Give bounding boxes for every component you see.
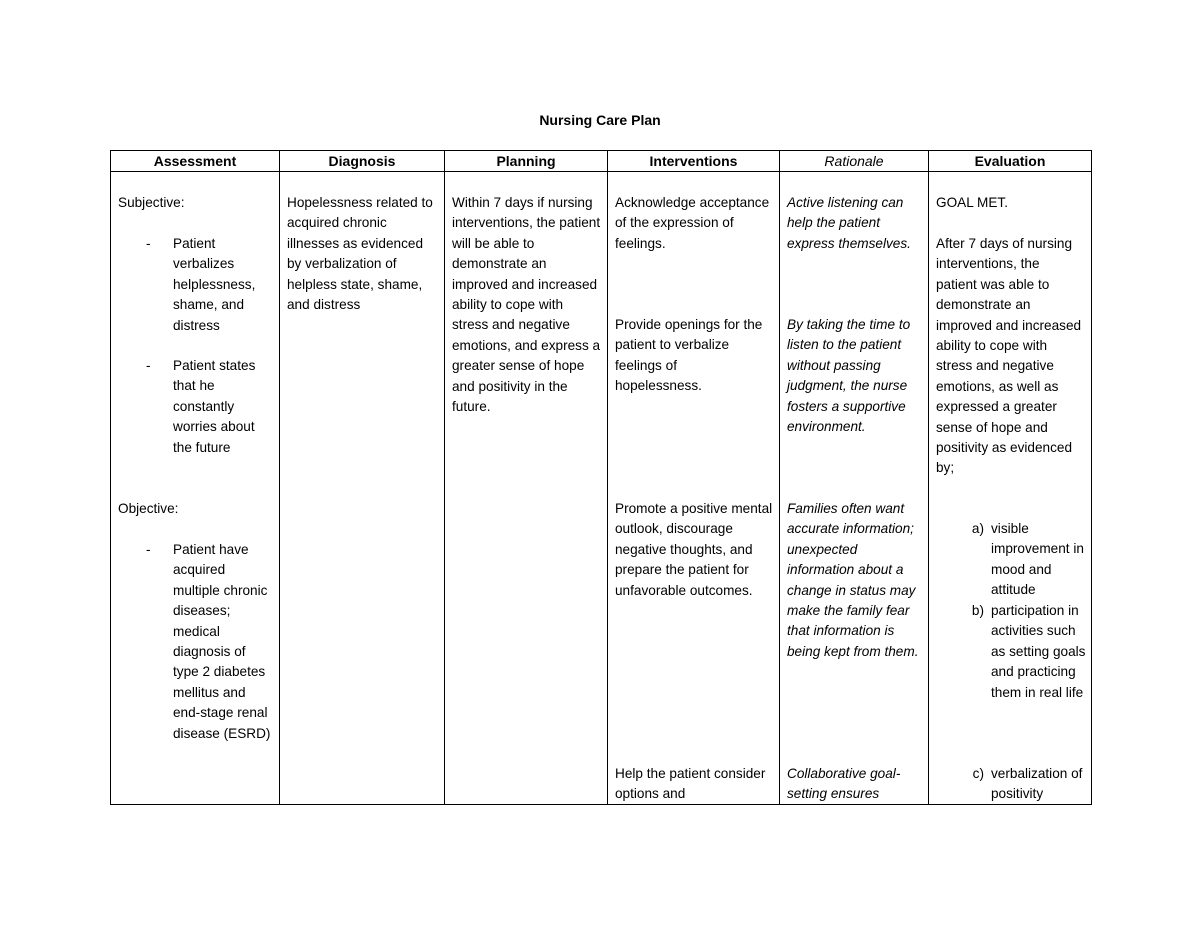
intervention-item: Provide openings for the patient to verbalize feelings of hopelessness.	[615, 317, 763, 394]
subjective-item: Patient verbalizes helplessness, shame, and distress	[173, 236, 256, 333]
subjective-item: Patient states that he constantly worries about the future	[173, 358, 256, 455]
evidence-item: participation in activities such as setting goals and practicing them in real life	[991, 603, 1086, 700]
list-dash: -	[146, 236, 151, 251]
subjective-label: Subjective:	[118, 195, 185, 210]
list-dash: -	[146, 358, 151, 373]
header-diagnosis: Diagnosis	[280, 151, 445, 172]
planning-text: Within 7 days if nursing interventions, the patient will be able to demonstrate an improved and increased ability to cope with stress and negative emotions, and express a greater sense of hope and positivity in the future.	[452, 195, 601, 415]
interventions-cell	[608, 172, 780, 805]
intervention-item: Acknowledge acceptance of the expression of feelings.	[615, 195, 770, 251]
intervention-item: Promote a positive mental outlook, discourage negative thoughts, and prepare the patient for unfavorable outcomes.	[615, 501, 773, 598]
rationale-item: Families often want accurate information; unexpected information about a change in status may make the family fear that information is being kept from them.	[787, 501, 919, 659]
evidence-item: verbalization of positivity	[991, 766, 1083, 802]
evidence-letter: a)	[971, 521, 984, 536]
intervention-item: Help the patient consider options and	[615, 766, 766, 802]
evidence-letter: b)	[971, 603, 984, 618]
care-plan-table	[110, 150, 1092, 805]
evaluation-summary: After 7 days of nursing interventions, the patient was able to demonstrate an improved and increased ability to cope with stress and negative emotions, as well as expressed a greater sense of hope and positivity as evidenced by;	[936, 236, 1082, 476]
planning-cell	[445, 172, 608, 805]
diagnosis-text: Hopelessness related to acquired chronic illnesses as evidenced by verbalization of helpless state, shame, and distress	[287, 195, 433, 313]
rationale-item: Active listening can help the patient express themselves.	[787, 195, 911, 251]
header-row	[111, 151, 1092, 172]
diagnosis-cell	[280, 172, 445, 805]
header-rationale: Rationale	[780, 151, 929, 172]
assessment-cell	[111, 172, 280, 805]
table-row	[111, 172, 1092, 805]
evaluation-status: GOAL MET.	[936, 195, 1009, 210]
evaluation-cell	[929, 172, 1092, 805]
objective-item: Patient have acquired multiple chronic diseases; medical diagnosis of type 2 diabetes mellitus and end-stage renal disease (ESRD)	[173, 542, 271, 741]
header-interventions: Interventions	[608, 151, 780, 172]
document-title: Nursing Care Plan	[539, 112, 661, 128]
header-assessment: Assessment	[111, 151, 280, 172]
header-planning: Planning	[445, 151, 608, 172]
rationale-item: By taking the time to listen to the patient without passing judgment, the nurse fosters a supportive environment.	[787, 317, 911, 435]
evidence-item: visible improvement in mood and attitude	[991, 521, 1084, 598]
rationale-cell	[780, 172, 929, 805]
evidence-letter: c)	[972, 766, 984, 781]
header-evaluation: Evaluation	[929, 151, 1092, 172]
objective-label: Objective:	[118, 501, 179, 516]
list-dash: -	[146, 542, 151, 557]
rationale-item: Collaborative goal-setting ensures	[787, 766, 901, 802]
